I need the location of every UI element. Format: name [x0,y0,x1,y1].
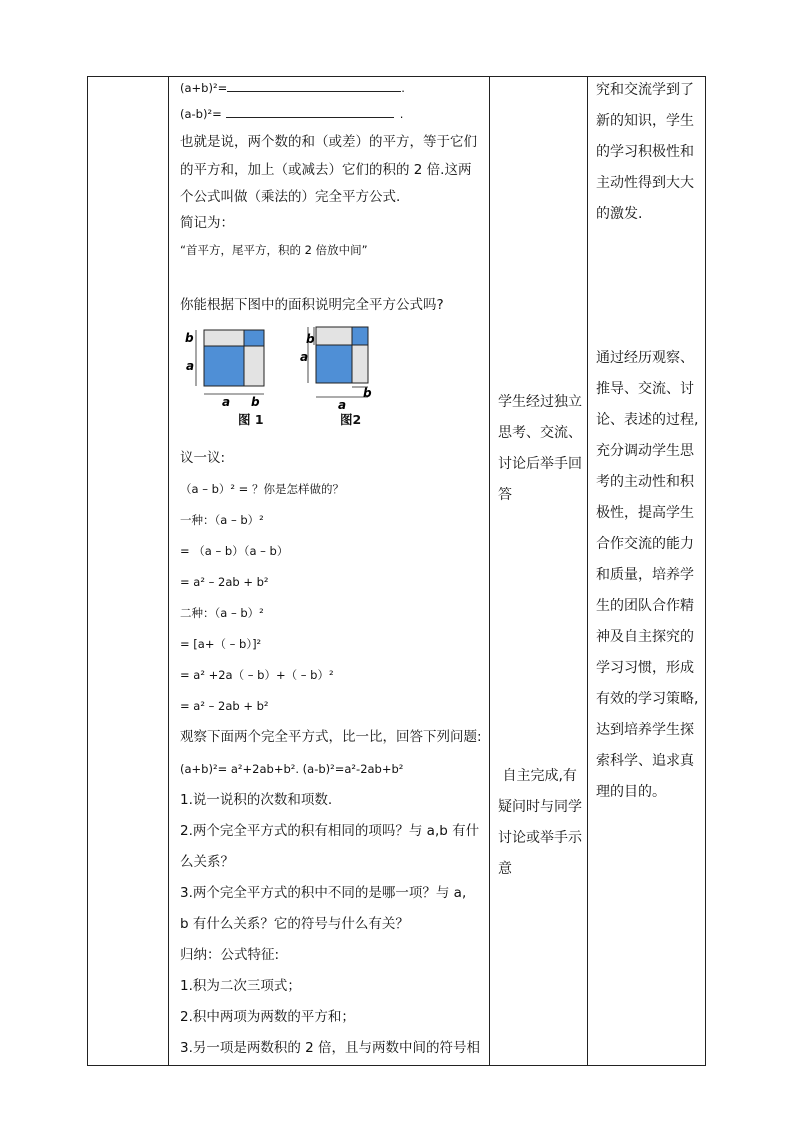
design-intent-line: 极性，提高学生 [596,505,694,521]
figure1-small-square [244,330,264,346]
figure1-label-b-bottom: b [251,395,260,409]
figure2-label-a: a [300,350,309,364]
design-intent-line: 索科学、追求真 [596,753,694,769]
summary-item: 3.另一项是两数积的 2 倍，且与两数中间的符号相 [180,1040,481,1056]
design-intent-line: 新的知识，学生 [596,113,694,129]
question-item: 3.两个完全平方式的积中不同的是哪一项？与 a, [180,885,467,901]
formula-pair-line: (a+b)²= a²+2ab+b². (a-b)²=a²-2ab+b² [180,762,404,776]
design-intent-line: 达到培养学生探 [596,722,694,738]
lesson-table [87,76,706,1066]
design-intent-line: 有效的学习策略, [596,691,699,707]
student-activity-line: 讨论后举手回 [498,456,582,472]
design-intent-line: 论、表述的过程, [596,412,699,428]
formula-difference-square: (a-b)²= . [180,107,404,121]
student-activity-line: 思考、交流、 [498,425,582,441]
math-line: = （a – b）（a – b） [180,544,289,558]
text-line: 简记为： [180,215,234,231]
figure1-caption: 图 1 [238,412,264,427]
figure2-top-rect [316,327,352,345]
question-item: 1.说一说积的次数和项数. [180,792,333,808]
question-item: b 有什么关系？它的符号与什么有关？ [180,916,409,932]
design-intent-line: 生的团队合作精 [596,598,694,614]
figure2-small-square [352,327,368,345]
question-item: 2.两个完全平方式的积有相同的项吗？与 a,b 有什 [180,823,480,839]
mnemonic-line: “首平方，尾平方，积的 2 倍放中间” [180,243,368,257]
student-activity-line: 自主完成,有 [498,768,577,784]
design-intent-line: 神及自主探究的 [596,629,694,645]
design-intent-line: 充分调动学生思 [596,443,694,459]
figure1-side-rect [244,346,264,386]
area-figure-2 [296,321,396,417]
figure2-label-b: b [306,332,315,346]
summary-item: 1.积为二次三项式； [180,978,301,994]
figure2-large-square [316,345,352,383]
question-line: 你能根据下图中的面积说明完全平方公式吗? [180,297,444,313]
design-intent-line: 和质量，培养学 [596,567,694,583]
student-activity-line: 学生经过独立 [498,394,582,410]
math-line: = [a+（ – b）]² [180,637,262,651]
design-intent-line: 究和交流学到了 [596,82,694,98]
discussion-heading: 议一议: [180,450,226,466]
math-line: 二种：（a – b）² [180,606,264,620]
design-intent-line: 的激发. [596,206,643,222]
figure1-label-a: a [186,359,195,373]
student-activity-line: 疑问时与同学 [498,799,582,815]
figure1-label-b: b [185,331,194,345]
observe-line: 观察下面两个完全平方式，比一比，回答下列问题: [180,729,482,745]
design-intent-line: 主动性得到大大 [596,175,694,191]
text-line: 的平方和，加上（或减去）它们的积的 2 倍.这两 [180,162,472,178]
student-activity-line: 答 [498,487,512,503]
design-intent-line: 考的主动性和积 [596,474,694,490]
formula-sum-square: (a+b)²= . [180,81,405,95]
figure2-label-b-bottom: b [363,386,372,400]
design-intent-line: 合作交流的能力 [596,536,694,552]
design-intent-line: 理的目的。 [596,784,666,800]
design-intent-line: 通过经历观察、 [596,350,694,366]
math-line: 一种：（a – b）² [180,513,264,527]
student-activity-line: 讨论或举手示 [498,830,582,846]
text-line: 个公式叫做（乘法的）完全平方公式. [180,189,401,205]
math-line: = a² +2a（ – b）+（ – b）² [180,668,334,682]
figure2-caption: 图2 [340,412,362,427]
math-line: （a – b）² = ？你是怎样做的？ [180,482,344,496]
column-divider [168,77,169,1065]
summary-item: 2.积中两项为两数的平方和； [180,1009,355,1025]
figure1-label-a-bottom: a [222,395,231,409]
text-line: 也就是说，两个数的和（或差）的平方，等于它们 [180,134,477,150]
student-activity-line: 意 [498,861,512,877]
design-intent-line: 学习习惯，形成 [596,660,694,676]
question-item: 么关系？ [180,854,234,870]
design-intent-line: 推导、交流、讨 [596,381,694,397]
figure2-label-a-bottom: a [338,398,347,412]
column-divider [587,77,588,1065]
design-intent-line: 的学习积极性和 [596,144,694,160]
math-line: = a² – 2ab + b² [180,575,269,589]
area-figure-1 [174,322,284,418]
column-divider [489,77,490,1065]
figure1-large-square [204,346,244,386]
summary-heading: 归纳：公式特征: [180,947,280,963]
math-line: = a² – 2ab + b² [180,699,269,713]
